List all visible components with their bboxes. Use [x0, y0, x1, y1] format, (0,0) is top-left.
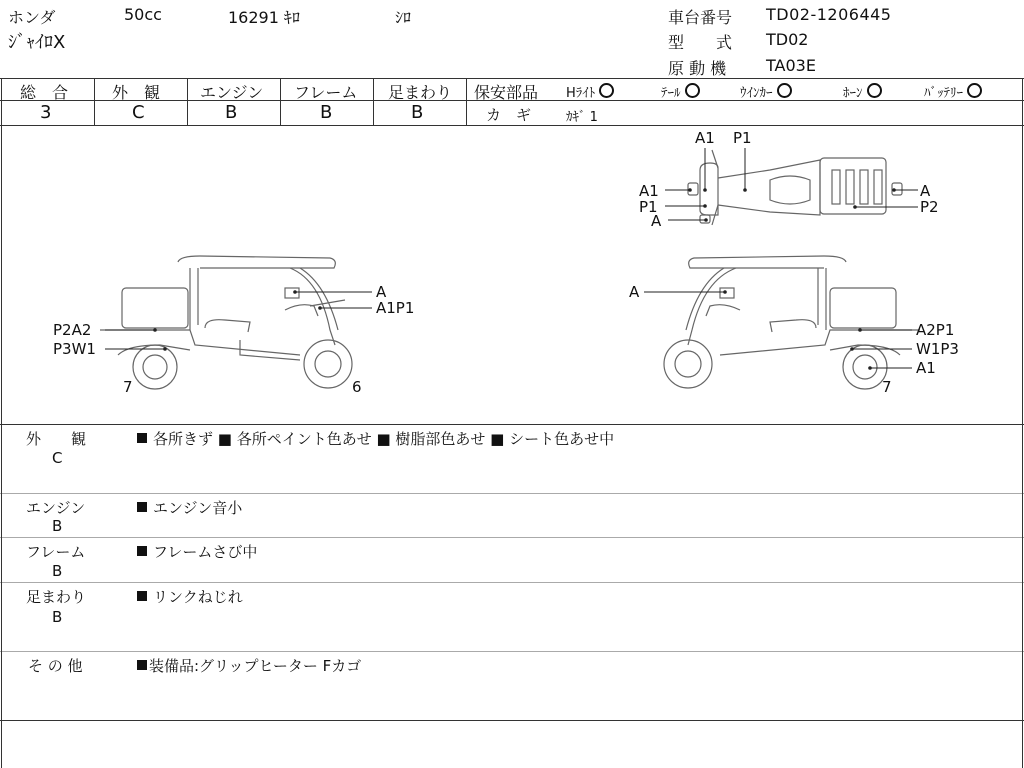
diagram-label: W1P3: [916, 340, 959, 358]
bullet-square-icon: [137, 502, 147, 512]
headlight-label: Hﾗｲﾄ: [566, 86, 596, 101]
safety-label: 保安部品: [474, 83, 539, 102]
taillight-label: ﾃｰﾙ: [661, 86, 681, 101]
ok-circle-icon: [685, 83, 700, 98]
diagram-label: 7: [123, 378, 133, 396]
divider: [280, 78, 281, 125]
key-label: カ ギ: [486, 106, 532, 124]
remark-text: [137, 541, 257, 562]
diagram-label: A: [629, 283, 640, 301]
damage-diagram: [0, 126, 1024, 424]
diagram-label: P1: [639, 198, 658, 216]
safety-item-headlight: [566, 82, 628, 101]
type-label: 型 式: [668, 33, 733, 52]
ok-circle-icon: [967, 83, 982, 98]
left-side-scooter-drawing: [100, 256, 352, 389]
safety-item-horn: [843, 82, 896, 101]
diagram-label: A1: [695, 129, 715, 147]
suspension-grade-label: 足まわり: [388, 83, 453, 102]
remark-label: 外 観: [26, 430, 87, 448]
divider: [187, 78, 188, 125]
ok-circle-icon: [777, 83, 792, 98]
horn-label: ﾎｰﾝ: [843, 86, 863, 101]
diagram-label: A1: [916, 359, 936, 377]
diagram-label: P2: [920, 198, 939, 216]
remark-label: そ の 他: [28, 657, 83, 675]
divider: [94, 78, 95, 125]
remark-text-value: フレームさび中: [153, 543, 258, 561]
diagram-label: P1: [733, 129, 752, 147]
mileage: [228, 5, 300, 28]
frame-border: [1, 78, 2, 768]
remark-text: [137, 586, 243, 607]
callout-dots: [153, 188, 896, 370]
divider: [0, 424, 1024, 425]
top-view-scooter-drawing: [688, 150, 902, 225]
diagram-label: A: [920, 182, 931, 200]
exterior-label: 外 観: [112, 83, 161, 102]
divider: [0, 537, 1024, 538]
diagram-label: P2A2: [53, 321, 92, 339]
right-side-scooter-drawing: [664, 256, 920, 389]
divider: [0, 493, 1024, 494]
chassis-value: TD02-1206445: [766, 5, 892, 24]
remark-grade: B: [52, 608, 63, 626]
ok-circle-icon: [867, 83, 882, 98]
winker-label: ｳｲﾝｶｰ: [740, 86, 773, 101]
remark-label: エンジン: [26, 499, 86, 517]
remark-text-value: 装備品:グリップヒーター Fカゴ: [149, 657, 362, 675]
bullet-square-icon: [137, 433, 147, 443]
ok-circle-icon: [599, 83, 614, 98]
bullet-square-icon: [137, 591, 147, 601]
exterior-value: C: [132, 102, 145, 123]
diagram-label: 6: [352, 378, 362, 396]
remark-label: 足まわり: [26, 588, 87, 606]
frame-grade-label: フレーム: [294, 83, 358, 102]
diagram-label: A1: [639, 182, 659, 200]
remark-text: [137, 655, 361, 676]
model-name: ｼﾞｬｲﾛX: [8, 32, 66, 53]
bullet-square-icon: [137, 660, 147, 670]
diagram-label: A: [376, 283, 387, 301]
divider: [0, 651, 1024, 652]
diagram-label: 7: [882, 378, 892, 396]
remark-text-value: 各所きず ■ 各所ペイント色あせ ■ 樹脂部色あせ ■ シート色あせ中: [153, 430, 615, 448]
safety-item-winker: [740, 82, 806, 101]
frame-grade-value: B: [320, 102, 333, 123]
remark-grade: B: [52, 562, 63, 580]
diagram-label: A2P1: [916, 321, 955, 339]
safety-item-battery: [924, 82, 982, 101]
divider: [466, 78, 467, 125]
mileage-unit: ｷﾛ: [284, 8, 301, 27]
divider: [0, 78, 1024, 79]
divider: [0, 582, 1024, 583]
remark-text: [137, 497, 242, 518]
displacement: 50cc: [124, 5, 162, 24]
engine-grade-value: B: [225, 102, 238, 123]
remark-grade: C: [52, 449, 63, 467]
divider: [373, 78, 374, 125]
remark-text: [137, 428, 614, 449]
frame-border: [1022, 78, 1023, 768]
total-label: 総 合: [20, 83, 69, 102]
diagram-label: P3W1: [53, 340, 96, 358]
engine-model-value: TA03E: [766, 56, 816, 75]
safety-item-taillight: [661, 82, 714, 101]
bullet-square-icon: [137, 546, 147, 556]
remark-text-value: エンジン音小: [153, 499, 243, 517]
battery-label: ﾊﾞｯﾃﾘｰ: [924, 86, 963, 101]
suspension-grade-value: B: [411, 102, 424, 123]
diagram-label: A1P1: [376, 299, 415, 317]
engine-grade-label: エンジン: [200, 83, 264, 102]
type-value: TD02: [766, 30, 809, 49]
remark-text-value: リンクねじれ: [153, 588, 243, 606]
mileage-value: 16291: [228, 8, 279, 27]
total-value: 3: [40, 102, 52, 123]
maker: ホンダ: [8, 8, 56, 27]
color: ｼﾛ: [395, 8, 412, 27]
chassis-label: 車台番号: [668, 8, 733, 27]
engine-model-label: 原 動 機: [668, 59, 727, 78]
remark-grade: B: [52, 517, 63, 535]
diagram-label: A: [651, 212, 662, 230]
divider: [0, 720, 1024, 721]
key-value: ｶｷﾞ 1: [566, 110, 598, 125]
callout-lines: [105, 148, 918, 368]
remark-label: フレーム: [26, 543, 86, 561]
